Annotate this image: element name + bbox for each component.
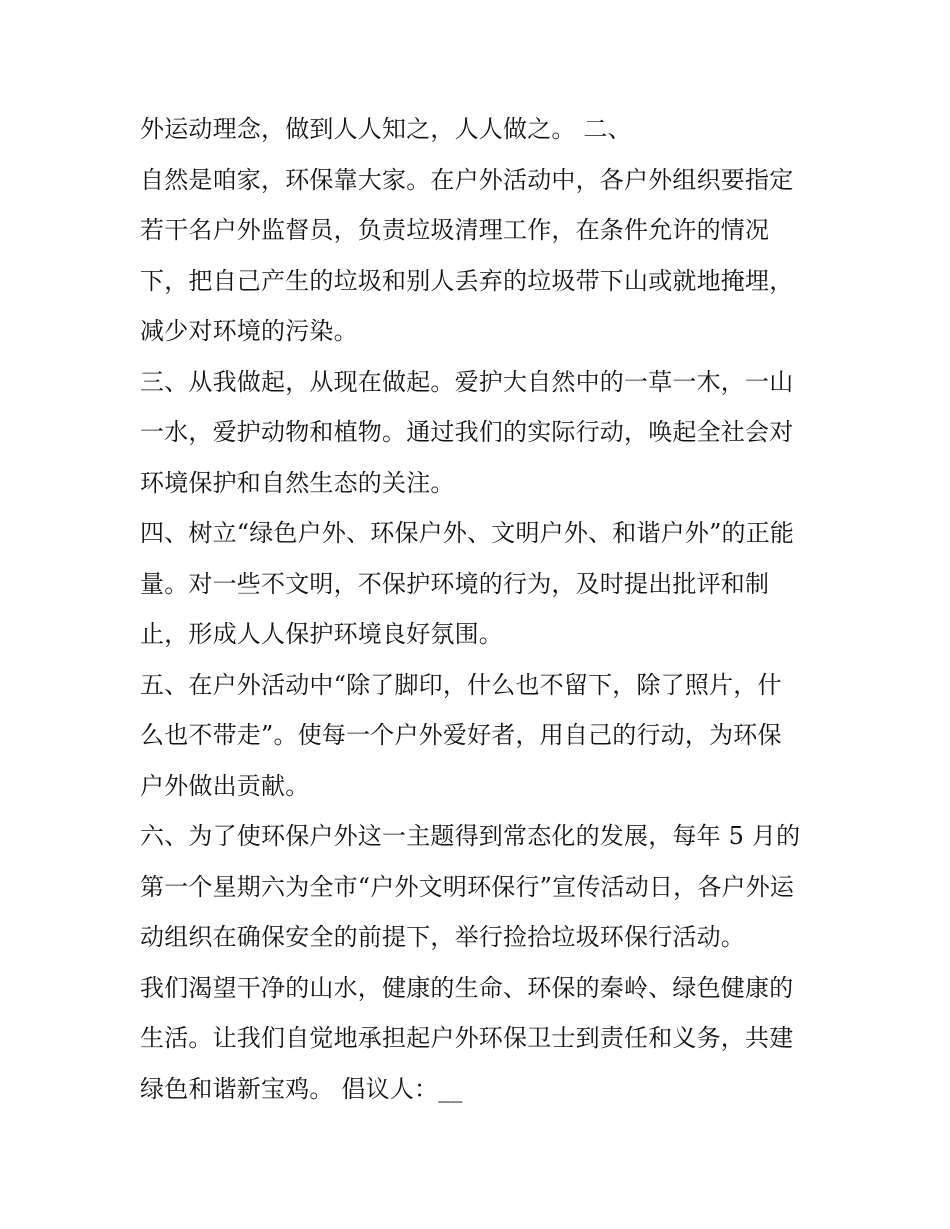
text-line: 六、为了使环保户外这一主题得到常态化的发展，每年 5 月的 <box>140 822 801 850</box>
text-line: 我们渴望干净的山水，健康的生命、环保的秦岭、绿色健康的 <box>140 973 794 1002</box>
text-line: 五、在户外活动中“除了脚印，什么也不留下，除了照片，什 <box>140 670 782 699</box>
text-line: 若干名户外监督员，负责垃圾清理工作，在条件允许的情况 <box>140 216 770 244</box>
text-line: 自然是咱家，环保靠大家。在户外活动中，各户外组织要指定 <box>140 165 794 194</box>
text-line: 外运动理念，做到人人知之，人人做之。 二、 <box>140 115 632 143</box>
text-line: 第一个星期六为全市“户外文明环保行”宣传活动日，各户外运 <box>140 872 795 901</box>
text-line: 减少对环境的污染。 <box>140 317 358 345</box>
text-line: 动组织在确保安全的前提下，举行捡拾垃圾环保行活动。 <box>140 923 745 951</box>
text-line: 绿色和谐新宝鸡。 倡议人：__ <box>140 1074 463 1103</box>
document-body <box>140 104 820 1114</box>
text-line: 环境保护和自然生态的关注。 <box>140 468 455 497</box>
text-line: 么也不带走”。使每一个户外爱好者，用自己的行动，为环保 <box>140 721 782 749</box>
text-line: 一水，爱护动物和植物。通过我们的实际行动，唤起全社会对 <box>140 418 794 446</box>
text-line: 三、从我做起，从现在做起。爱护大自然中的一草一木，一山 <box>140 367 794 396</box>
text-line: 户外做出贡献。 <box>140 771 310 800</box>
text-line: 下，把自己产生的垃圾和别人丢弃的垃圾带下山或就地掩埋， <box>140 266 794 295</box>
text-line: 量。对一些不文明，不保护环境的行为，及时提出批评和制 <box>140 569 770 598</box>
text-line: 生活。让我们自觉地承担起户外环保卫士到责任和义务，共建 <box>140 1024 794 1052</box>
text-line: 四、树立“绿色户外、环保户外、文明户外、和谐户外”的正能 <box>140 519 795 547</box>
text-line: 止，形成人人保护环境良好氛围。 <box>140 620 503 648</box>
